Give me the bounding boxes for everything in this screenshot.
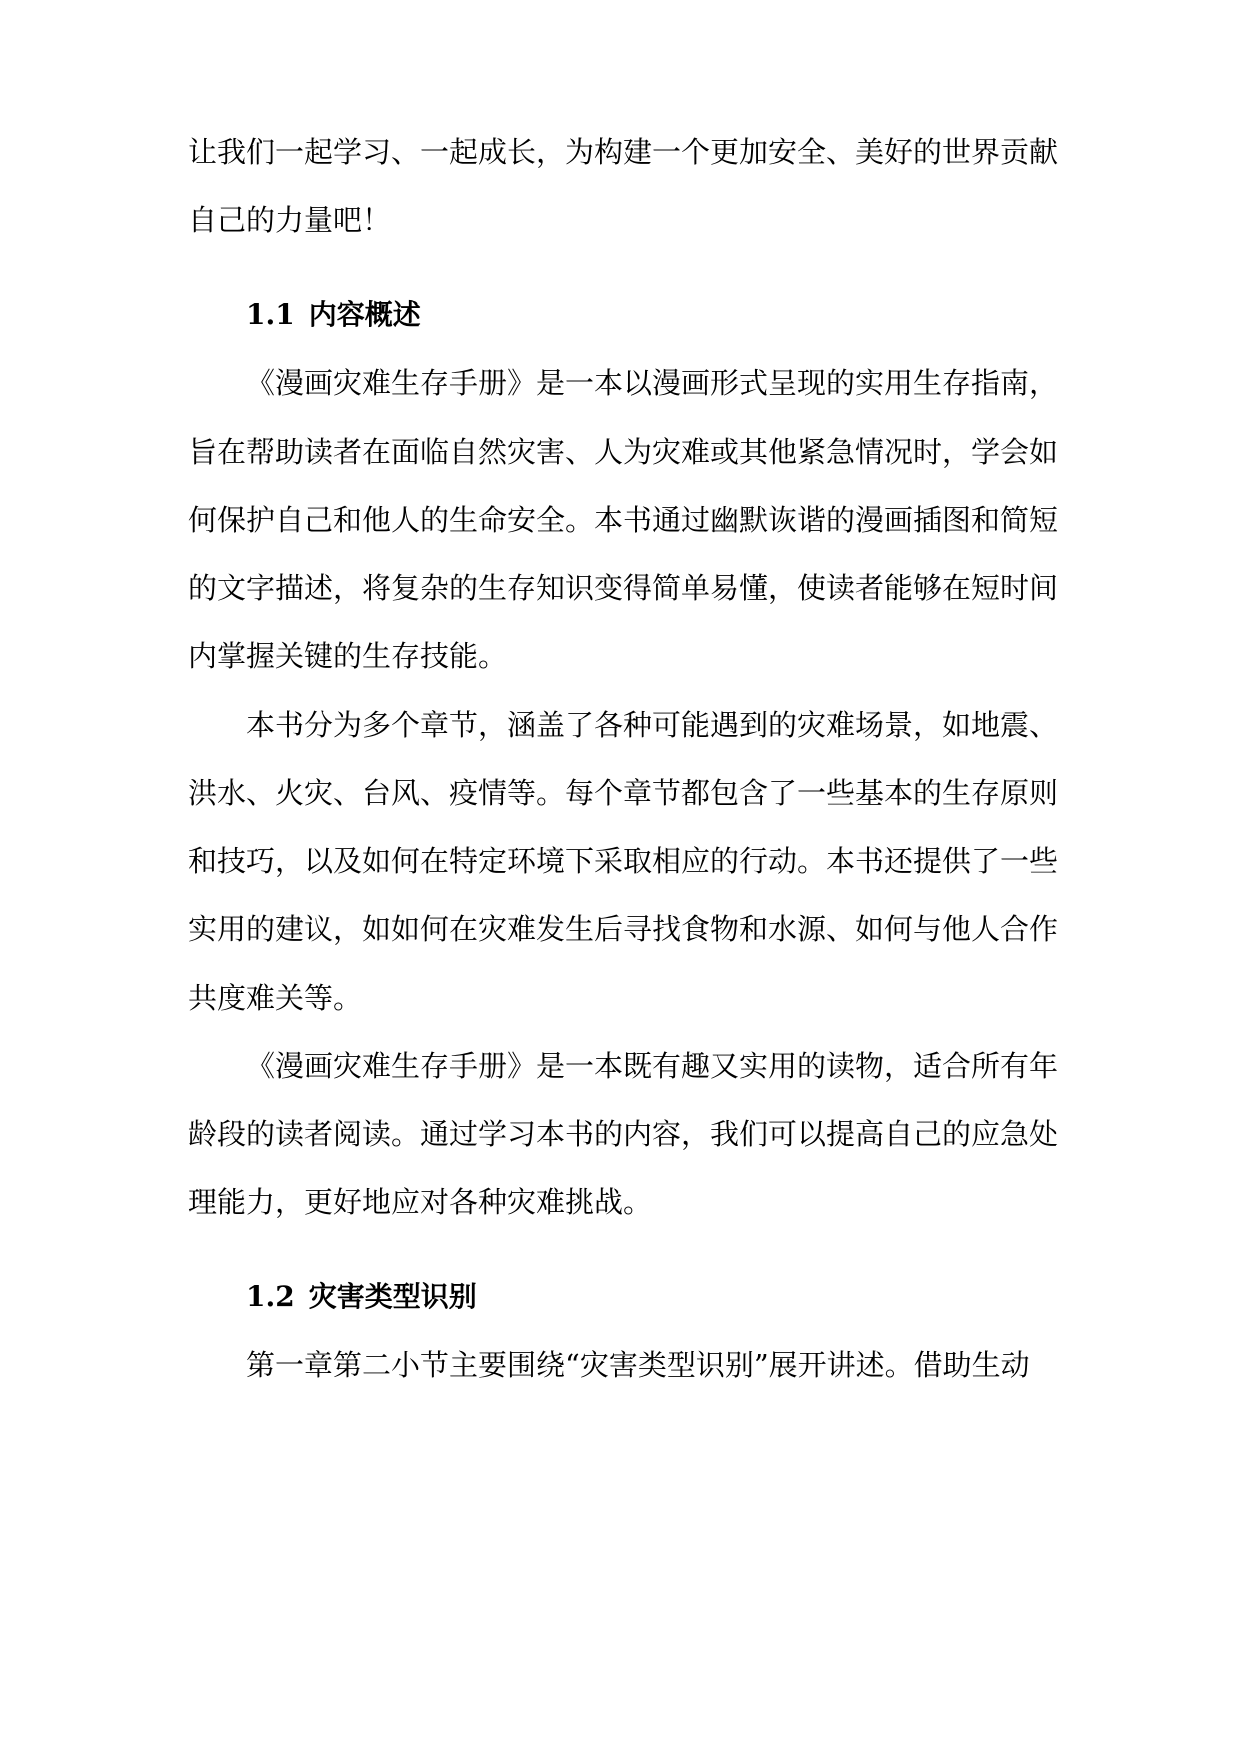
paragraph-line: 内掌握关键的生存技能。	[188, 639, 508, 673]
paragraph-line: 洪水、火灾、台风、疫情等。每个章节都包含了一些基本的生存原则	[188, 776, 1059, 810]
paragraph-line: 本书分为多个章节，涵盖了各种可能遇到的灾难场景，如地震、	[246, 708, 1059, 742]
section-heading-1-2	[246, 1277, 477, 1317]
paragraph-line: 龄段的读者阅读。通过学习本书的内容，我们可以提高自己的应急处	[188, 1117, 1059, 1151]
paragraph-line: 旨在帮助读者在面临自然灾害、人为灾难或其他紧急情况时，学会如	[188, 435, 1059, 469]
paragraph-line: 实用的建议，如如何在灾难发生后寻找食物和水源、如何与他人合作	[188, 912, 1059, 946]
paragraph-line: 理能力，更好地应对各种灾难挑战。	[188, 1185, 653, 1219]
intro-line-2: 自己的力量吧！	[188, 203, 392, 237]
section-number: 1.2	[246, 1280, 295, 1313]
section-title: 内容概述	[308, 298, 421, 331]
paragraph-line: 《漫画灾难生存手册》是一本以漫画形式呈现的实用生存指南，	[246, 366, 1059, 400]
paragraph-line: 的文字描述，将复杂的生存知识变得简单易懂，使读者能够在短时间	[188, 571, 1059, 605]
paragraph-line: 共度难关等。	[188, 981, 363, 1015]
section-heading-1-1	[246, 295, 421, 335]
paragraph-line: 第一章第二小节主要围绕“灾害类型识别”展开讲述。借助生动	[246, 1348, 1030, 1382]
section-title: 灾害类型识别	[308, 1280, 477, 1313]
section-number: 1.1	[246, 298, 295, 331]
intro-line-1: 让我们一起学习、一起成长，为构建一个更加安全、美好的世界贡献	[188, 135, 1059, 169]
paragraph-line: 何保护自己和他人的生命安全。本书通过幽默诙谐的漫画插图和简短	[188, 503, 1059, 537]
paragraph-line: 《漫画灾难生存手册》是一本既有趣又实用的读物，适合所有年	[246, 1049, 1059, 1083]
paragraph-line: 和技巧，以及如何在特定环境下采取相应的行动。本书还提供了一些	[188, 844, 1059, 878]
